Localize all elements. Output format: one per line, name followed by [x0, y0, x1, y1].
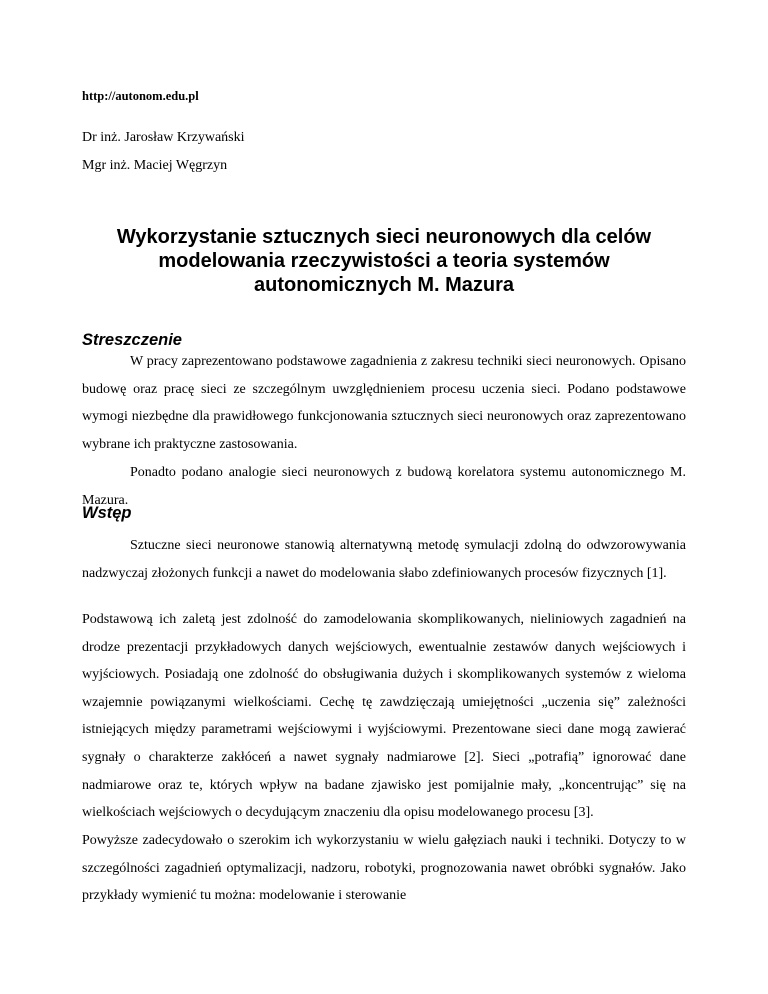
abstract-heading: Streszczenie — [82, 331, 182, 349]
source-url[interactable]: http://autonom.edu.pl — [82, 89, 199, 103]
introduction-heading: Wstęp — [82, 504, 132, 522]
author-1: Dr inż. Jarosław Krzywański — [82, 130, 245, 145]
document-title: Wykorzystanie sztucznych sieci neuronowych dla celów modelowania rzeczywistości a teoria systemów autonomicznych M. Mazura — [116, 226, 652, 296]
introduction-paragraph-3: Powyższe zadecydowało o szerokim ich wykorzystaniu w wielu gałęziach nauki i techniki. Dotyczy to w szczególności zagadnień optymalizacji, nadzoru, robotyki, prognozowania nawet obróbki sygnałów. Jako przykłady wymienić tu można: modelowanie i sterowanie — [82, 833, 686, 904]
abstract-paragraph-1: W pracy zaprezentowano podstawowe zagadnienia z zakresu techniki sieci neuronowych. Opisano budowę oraz pracę sieci ze szczególnym uwzględnieniem procesu uczenia sieci. Podano podstawowe wymogi niezbędne dla prawidłowego funkcjonowania sztucznych sieci neuronowych oraz zaprezentowano wybrane ich praktyczne zastosowania. — [82, 354, 686, 452]
author-2: Mgr inż. Maciej Węgrzyn — [82, 158, 228, 173]
introduction-paragraph-1: Sztuczne sieci neuronowe stanowią alternatywną metodę symulacji zdolną do odwzorowywania nadzwyczaj złożonych funkcji a nawet do modelowania słabo zdefiniowanych procesów fizycznych [1]. — [82, 538, 686, 581]
introduction-paragraph-2: Podstawową ich zaletą jest zdolność do zamodelowania skomplikowanych, nieliniowych zagadnień na drodze prezentacji przykładowych danych wejściowych, ewentualnie zestawów danych wejściowych i wyjściowych. Posiadają one zdolność do obsługiwania dużych i skomplikowanych systemów z wieloma wzajemnie powiązanymi wielkościami. Cechę tę zawdzięczają umiejętności „uczenia się” zależności istniejących między parametrami wejściowymi i wyjściowymi. Prezentowane sieci dane mogą zawierać sygnały o charakterze zakłóceń a nawet sygnały nadmiarowe [2]. Sieci „potrafią” ignorować dane nadmiarowe oraz te, których wpływ na badane zjawisko jest pomijalnie mały, „koncentrując” się na wielkościach wejściowych o decydującym znaczeniu dla opisu modelowanego procesu [3]. — [82, 612, 686, 821]
abstract-paragraph-2: Ponadto podano analogie sieci neuronowych z budową korelatora systemu autonomicznego M. Mazura. — [82, 465, 686, 508]
